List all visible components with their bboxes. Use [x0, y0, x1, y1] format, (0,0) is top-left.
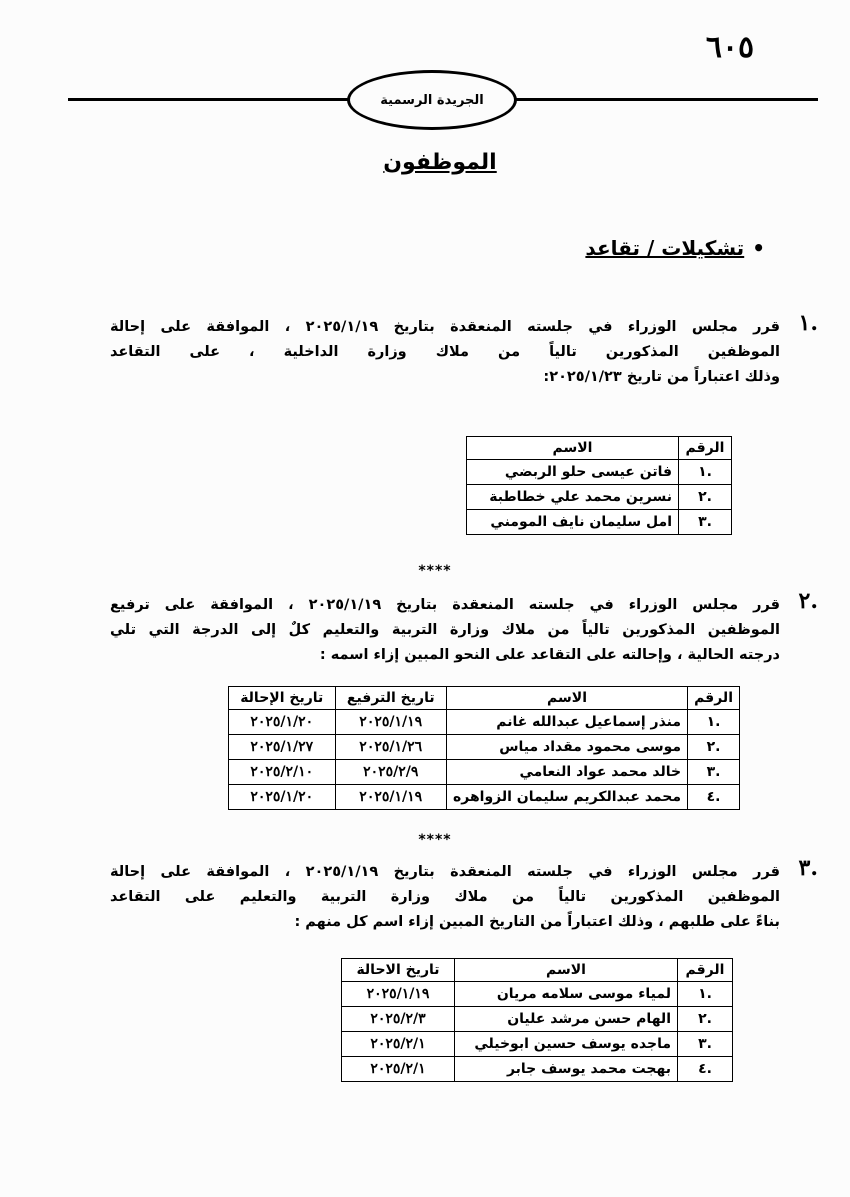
column-header: الاسم	[467, 437, 679, 460]
row-retirement-date: ٢٠٢٥/٢/١	[342, 1057, 455, 1082]
row-number: .٢	[688, 735, 740, 760]
column-header: الرقم	[678, 959, 733, 982]
column-header: الرقم	[679, 437, 732, 460]
row-name: فاتن عيسى حلو الربضي	[467, 460, 679, 485]
row-retirement-date: ٢٠٢٥/١/٢٠	[229, 785, 336, 810]
table-row	[467, 460, 732, 485]
column-header: تاريخ الإحالة	[229, 687, 336, 710]
row-number: .٣	[678, 1032, 733, 1057]
decision-1	[110, 310, 818, 390]
decision-line: بناءً على طلبهم ، وذلك اعتباراً من التاريخ المبين إزاء اسم كل منهم :	[294, 914, 780, 930]
decision-line: قرر مجلس الوزراء في جلسته المنعقدة بتاريخ ٢٠٢٥/١/١٩ ، الموافقة على ترفيع	[110, 597, 780, 613]
separator: ****	[418, 832, 452, 848]
table-row	[467, 510, 732, 535]
row-retirement-date: ٢٠٢٥/٢/١٠	[229, 760, 336, 785]
decision-line: الموظفين المذكورين تالياً من ملاك وزارة الداخلية ، على التقاعد	[110, 344, 780, 360]
section-title: الموظفون	[383, 150, 497, 175]
row-number: .٢	[678, 1007, 733, 1032]
decision-number: .٢	[798, 588, 818, 614]
table-row	[229, 760, 740, 785]
row-retirement-date: ٢٠٢٥/١/٢٠	[229, 710, 336, 735]
decision-3-table	[341, 958, 733, 1082]
column-header: الرقم	[688, 687, 740, 710]
decision-2	[110, 588, 818, 668]
row-retirement-date: ٢٠٢٥/١/٢٧	[229, 735, 336, 760]
decision-2-table	[228, 686, 740, 810]
table-row	[342, 1032, 733, 1057]
column-header: تاريخ الترفيع	[335, 687, 446, 710]
column-header: تاريخ الاحالة	[342, 959, 455, 982]
row-name: خالد محمد عواد النعامي	[446, 760, 687, 785]
decision-number: .٣	[798, 855, 818, 881]
column-header: الاسم	[455, 959, 678, 982]
table-header-row	[342, 959, 733, 982]
row-name: ماجده يوسف حسين ابوخيلي	[455, 1032, 678, 1057]
decision-line: الموظفين المذكورين تالياً من ملاك وزارة التربية والتعليم على التقاعد	[110, 889, 780, 905]
row-name: محمد عبدالكريم سليمان الزواهره	[446, 785, 687, 810]
separator: ****	[418, 563, 452, 579]
row-name: منذر إسماعيل عبدالله غانم	[446, 710, 687, 735]
row-retirement-date: ٢٠٢٥/١/١٩	[342, 982, 455, 1007]
row-promotion-date: ٢٠٢٥/٢/٩	[335, 760, 446, 785]
row-name: لمياء موسى سلامه مريان	[455, 982, 678, 1007]
row-name: بهجت محمد يوسف جابر	[455, 1057, 678, 1082]
decision-line: قرر مجلس الوزراء في جلسته المنعقدة بتاريخ ٢٠٢٥/١/١٩ ، الموافقة على إحالة	[110, 864, 780, 880]
page-number: ٦٠٥	[705, 30, 755, 65]
row-number: .١	[688, 710, 740, 735]
decision-line: وذلك اعتباراً من تاريخ ٢٠٢٥/١/٢٣:	[543, 369, 780, 385]
row-name: موسى محمود مقداد مياس	[446, 735, 687, 760]
subsection-heading	[585, 236, 765, 260]
row-number: .٤	[678, 1057, 733, 1082]
table-header-row	[467, 437, 732, 460]
table-row	[342, 982, 733, 1007]
decision-line: درجته الحالية ، وإحالته على التقاعد على النحو المبين إزاء اسمه :	[319, 647, 780, 663]
table-row	[229, 710, 740, 735]
table-row	[229, 785, 740, 810]
row-name: نسرين محمد علي خطاطبة	[467, 485, 679, 510]
table-header-row	[229, 687, 740, 710]
row-retirement-date: ٢٠٢٥/٢/١	[342, 1032, 455, 1057]
row-promotion-date: ٢٠٢٥/١/١٩	[335, 710, 446, 735]
column-header: الاسم	[446, 687, 687, 710]
table-row	[342, 1007, 733, 1032]
decision-3	[110, 855, 818, 935]
gazette-title-ellipse	[347, 70, 517, 130]
row-number: .١	[679, 460, 732, 485]
row-number: .٤	[688, 785, 740, 810]
subsection-title: تشكيلات / تقاعد	[585, 236, 745, 260]
decision-number: .١	[798, 310, 818, 336]
row-number: .٣	[688, 760, 740, 785]
row-number: .١	[678, 982, 733, 1007]
row-retirement-date: ٢٠٢٥/٢/٣	[342, 1007, 455, 1032]
table-row	[342, 1057, 733, 1082]
gazette-title: الجريدة الرسمية	[380, 92, 484, 108]
table-row	[229, 735, 740, 760]
row-promotion-date: ٢٠٢٥/١/١٩	[335, 785, 446, 810]
row-name: الهام حسن مرشد عليان	[455, 1007, 678, 1032]
table-row	[467, 485, 732, 510]
decision-line: قرر مجلس الوزراء في جلسته المنعقدة بتاريخ ٢٠٢٥/١/١٩ ، الموافقة على إحالة	[110, 319, 780, 335]
decision-1-table	[466, 436, 732, 535]
row-name: امل سليمان نايف المومني	[467, 510, 679, 535]
row-number: .٣	[679, 510, 732, 535]
decision-line: الموظفين المذكورين تالياً من ملاك وزارة التربية والتعليم كلٌ إلى الدرجة التي تلي	[110, 622, 780, 638]
row-number: .٢	[679, 485, 732, 510]
row-promotion-date: ٢٠٢٥/١/٢٦	[335, 735, 446, 760]
bullet-icon: •	[752, 236, 765, 260]
